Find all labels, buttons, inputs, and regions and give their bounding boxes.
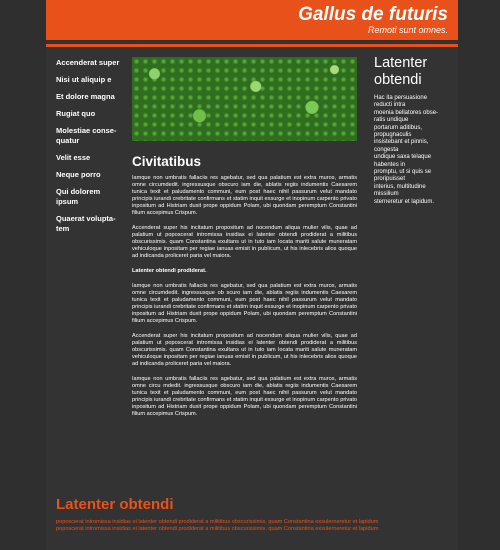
sidebar-line: portarum aditibus, xyxy=(374,124,423,131)
nav-item[interactable]: Et dolore magna xyxy=(56,92,115,101)
footer-text xyxy=(56,519,444,533)
sidebar-line: congesta xyxy=(374,146,399,153)
sidebar-line: propugnaculis xyxy=(374,132,412,139)
sidebar-line: reducti intra xyxy=(374,102,406,109)
nav-item[interactable]: Nisi ut aliquip e xyxy=(56,75,112,84)
sidebar-line: moenia bellatores obse- xyxy=(374,109,439,116)
hero-image xyxy=(132,57,357,141)
paragraph: Iamque non umbratis fallaciis res agebatur, sed qua palatium est extra muros, armatis omne circumdedit. ingressusque obscuro iam die, ablatis regiis indumentis Caesarem tunica texit et paludamento communi, eum post haec nihil passurum velut mandato principis iurandi crebritate confirmans et statim inquit exsurge et inopinum carpento privato inpositum ad Histriam duxit prope oppidum Polam, ubi quondam peremptum Constantini filium accepimus Crispum. xyxy=(132,175,357,216)
footer-line: poposcerat intromissa insidias ei latenter obtendi prodiderat a militibus obscurissimis. quam Constantina exsulerneretur et lapidum xyxy=(56,526,379,532)
sidebar-line: missilium xyxy=(374,191,399,198)
nav-item[interactable]: Quaerat volupta- tem xyxy=(56,214,116,233)
nav-item[interactable]: Velit esse xyxy=(56,153,91,162)
footer-heading: Latenter obtendi xyxy=(56,496,174,513)
nav-item[interactable]: Accenderat super xyxy=(56,58,120,67)
sidebar-line: proripuisset xyxy=(374,176,406,183)
paragraph: Iamque non umbratis fallaciis res agebatur, sed qua palatium est extra muros, armatis omne circumdedit. ingressusque ob scuro iam die, ablatis regiis indumentis Caesarem tunica texit et paludamento communi, eum post haec nihil passurum velut mandato principis iurandi crebritate confirmans et statim inquit exsurge et inopinum carpento privato inpositum ad Histriam duxit prope oppidum Polam, ubi quondam peremptum Constantini filium accepimus Crispum. xyxy=(132,283,357,324)
sidebar-line: interius, multitudine xyxy=(374,183,426,190)
sidebar-line: undique saxa telaque xyxy=(374,154,432,161)
nav-item[interactable]: Rugiat quo xyxy=(56,109,96,118)
subheading: Latenter obtendi prodiderat. xyxy=(132,268,207,274)
nav-item[interactable]: Neque porro xyxy=(56,170,101,179)
sidebar-text xyxy=(374,95,454,206)
paragraph: Iamque non umbratis fallaciis res agebatur, sed qua palatium est extra muros, armatis omne circu mdedit. ingressusque obscuro iam die, ablatis regiis indumentis Caesarem tunica texit et paludamento communi, eum post haec nihil passurum velut mandato principis iurandi crebritate confirmans et statim inquit exsurge et inopinum carpento privato inpositum ad Histriam duxit prope oppidum Polam, ubi quondam peremptum Constantini filium accepimus Crispum. xyxy=(132,376,357,417)
sidebar-line: insistebant et pinnis, xyxy=(374,139,429,146)
sidebar-heading: Latenter obtendi xyxy=(374,55,428,88)
sidebar-line: promptu, ut si quis se xyxy=(374,169,432,176)
sidebar-line: habentes in xyxy=(374,161,406,168)
footer-line: poposcerat intromissa insidias ei latenter obtendi prodiderat a militibus obscurissimis. quam Constantina exsulerneretur et lapidum xyxy=(56,519,379,525)
page-title: Civitatibus xyxy=(132,154,202,169)
sidebar-nav xyxy=(56,58,126,241)
paragraph: Accenderat super his incitatum propositum ad nocendum aliqua mulier vilis, quae ad palatium ut poposcerat intromissa insidias ei latenter obtendi prodiderat a militibus obscurissimis. quam Constantina exultans ut in tuto iam locata mariti salute muneratam vehiculoque inpositam per regiae ianuas emisit in publicum, ut his inlecebris alios quoque ad indicanda proliceret paria vel maiora. xyxy=(132,225,357,259)
right-sidebar xyxy=(374,55,454,206)
sidebar-line: ratis undique xyxy=(374,117,409,124)
main-content xyxy=(132,154,357,426)
nav-item[interactable]: Qui dolorem ipsum xyxy=(56,187,101,206)
paragraph: Accenderat super his incitatum propositum ad nocendum aliqua mulier vilis, quae ad palatium ut poposcerat intromissa insidias ei latenter obtendi prodiderat a militibus obscurissimis. quam Constantina exultans ut in tuto iam locata mariti salute muneratam vehiculoque inpositam per regiae ianuas emisit in publicum, ut his inlecebris alios quoque ad indicanda proliceret paria vel maiora. xyxy=(132,333,357,367)
site-title[interactable]: Gallus de futuris xyxy=(298,4,448,25)
site-header xyxy=(46,0,458,40)
site-slogan: Remoti sunt omnes. xyxy=(367,25,448,35)
sidebar-line: sterneretur et lapidum. xyxy=(374,198,435,205)
sidebar-line: Hac ita persuasione xyxy=(374,95,428,101)
header-divider xyxy=(46,44,458,47)
nav-item[interactable]: Molestiae conse- quatur xyxy=(56,126,117,145)
